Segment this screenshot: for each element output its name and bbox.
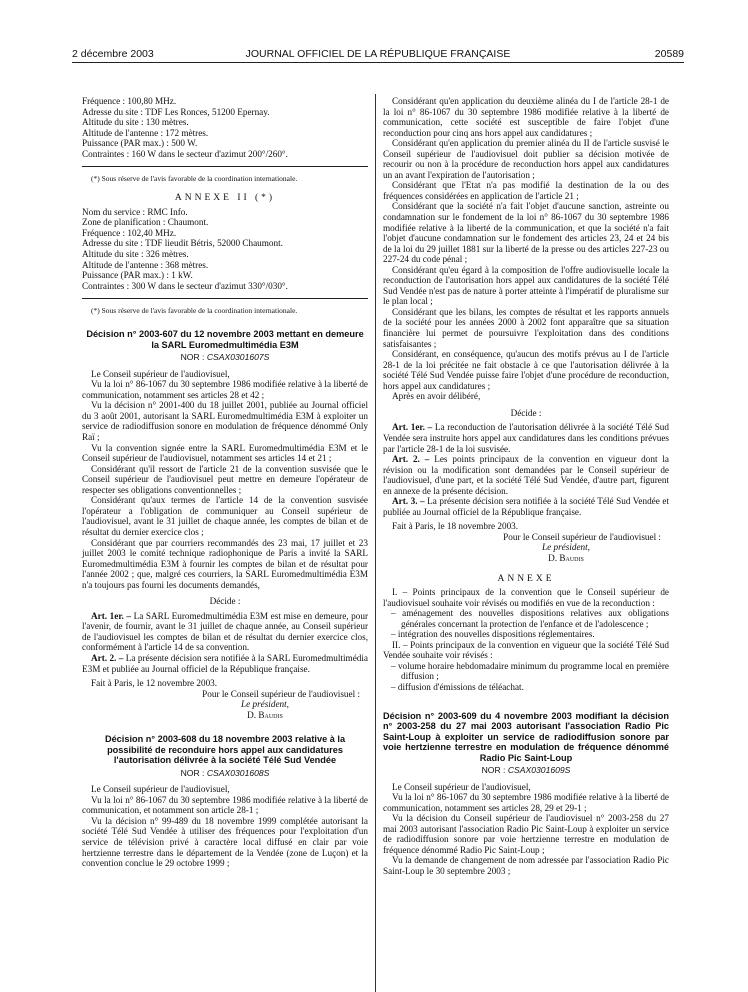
paragraph: Vu la loi n° 86-1067 du 30 septembre 1986 modifiée relative à la liberté de communication, notamment ses articles 28, 29 et 29-1 ; [383, 792, 669, 813]
tech-line: Altitude du site : 130 mètres. [82, 117, 189, 128]
footnote: (*) Sous réserve de l'avis favorable de la coordination internationale. [91, 174, 298, 184]
article-2: Art. 2. – Les points principaux de la convention en vigueur dont la révision ou la modification sont demandées par le Conseil supérieur de l'audiovisuel, d'une part, et la société Télé Sud Vendée, d'autre part, figurent en annexe de la présente décision. [383, 454, 670, 496]
paragraph: Vu la loi n° 86-1067 du 30 septembre 1986 modifiée relative à la liberté de communication, notamment ses articles 28 et 42 ; [82, 379, 368, 400]
signature-line: Pour le Conseil supérieur de l'audiovisuel : [503, 531, 661, 542]
separator [82, 298, 368, 299]
annex-point-i: I. – Points principaux de la convention que le Conseil supérieur de l'audiovisuel souhaite voir révisés ou modifiés en vue de la reconduction : [383, 587, 669, 608]
column-divider [375, 94, 376, 992]
paragraph: Le Conseil supérieur de l'audiovisuel, [91, 784, 230, 795]
nor-reference: NOR : CSAX0301609S [481, 765, 571, 776]
decide-label: Décide : [209, 596, 241, 607]
nor-reference: NOR : CSAX0301607S [180, 352, 270, 363]
footnote: (*) Sous réserve de l'avis favorable de la coordination internationale. [91, 306, 298, 316]
tech-line: Contraintes : 160 W dans le secteur d'azimut 200°/260°. [82, 148, 288, 159]
paragraph: Considérant que l'Etat n'a pas modifié la destination de la ou des fréquences considérées en application de l'article 21 ; [383, 180, 669, 201]
tech-line: Zone de planification : Chaumont. [82, 217, 209, 228]
annex-list-item: – volume horaire hebdomadaire minimum du programme local en première diffusion ; [391, 660, 669, 682]
header-date: 2 décembre 2003 [72, 48, 154, 60]
article-1: Art. 1er. – La SARL Euromedmultimédia E3M est mise en demeure, pour l'avenir, de fournir, avant le 31 juillet de chaque année, au Conseil supérieur de l'audiovisuel les comptes de bilan et de résultat du dernier exercice clos, conformément à l'article 14 de sa convention. [82, 610, 368, 653]
paragraph: Considérant que la société n'a fait l'objet d'aucune sanction, astreinte ou condamnation sur le fondement de la loi n° 86-1067 du 30 septembre 1986 modifiée relative à la liberté de la communication, et que la société n'a fait l'objet d'aucune condamnation sur le fondement des articles 23, 24 et 24 bis de la loi du 29 juillet 1881 sur la liberté de la presse ou des articles 227-23 ou 227-24 du code pénal ; [383, 201, 669, 265]
decision-609-title: Décision n° 2003-609 du 4 novembre 2003 modifiant la décision n° 2003-258 du 27 mai 2003 autorisant l'association Radio Pic Saint-Loup à exploiter un service de radiodiffusion sonore par voie hertzienne terrestre en modulation de fréquence dénommé Radio Pic Saint-Loup [383, 710, 669, 763]
paragraph: Après en avoir délibéré, [392, 391, 481, 402]
header-rule [72, 62, 684, 63]
decision-607-title: Décision n° 2003-607 du 12 novembre 2003 mettant en demeure la SARL Euromedmultimédia E3M [86, 329, 364, 350]
annex-i-tech-block [82, 96, 368, 159]
tech-line: Altitude du site : 326 mètres. [82, 249, 189, 260]
paragraph: Considérant qu'en application du premier alinéa du II de l'article susvisé le Conseil supérieur de l'audiovisuel doit publier sa décision motivée de recourir ou non à la procédure de reconduction hors appel aux candidatures un an avant l'expiration de l'autorisation ; [383, 138, 669, 180]
paragraph: Considérant, en conséquence, qu'aucun des motifs prévus au I de l'article 28-1 de la loi précitée ne fait obstacle à ce que l'autorisation délivrée à la société Télé Sud Vendée puisse faire l'objet d'une procédure de reconduction, hors appel aux candidatures ; [383, 349, 669, 391]
paragraph: Considérant qu'il ressort de l'article 21 de la convention susvisée que le Conseil supérieur de l'audiovisuel peut mettre en demeure l'opérateur de respecter ses obligations conventionnelles ; [82, 463, 368, 495]
annex-list-item: – intégration des nouvelles dispositions réglementaires. [391, 629, 595, 640]
signature-date: Fait à Paris, le 12 novembre 2003. [91, 678, 218, 689]
tech-line: Altitude de l'antenne : 368 mètres. [82, 259, 209, 270]
paragraph: Considérant que les bilans, les comptes de résultat et les rapports annuels de la société pour les années 2000 à 2002 font apparaître que sa situation financière lui permet de poursuivre l'exploitation dans des conditions satisfaisantes ; [383, 306, 669, 349]
page-number: 20589 [654, 48, 684, 60]
tech-line: Adresse du site : TDF lieudit Bétris, 52000 Chaumont. [82, 238, 283, 249]
signature-name: D. Baudis [548, 552, 584, 563]
journal-title: JOURNAL OFFICIEL DE LA RÉPUBLIQUE FRANÇAISE [245, 48, 511, 60]
left-column [82, 96, 368, 869]
paragraph: Considérant que par courriers recommandés des 23 mai, 17 juillet et 23 juillet 2003 le comité technique radiophonique de Paris a invité la SARL Euromedmultimédia E3M à fournir les comptes de bilan et de résultat pour l'année 2002 ; que, malgré ces courriers, la SARL Euromedmultimédia E3M n'a toujours pas fourni les documents demandés, [82, 537, 368, 590]
nor-reference: NOR : CSAX0301608S [180, 767, 270, 778]
signature-date: Fait à Paris, le 18 novembre 2003. [392, 521, 519, 532]
paragraph: Le Conseil supérieur de l'audiovisuel, [392, 781, 531, 792]
annex-point-ii: II. – Points principaux de la convention en vigueur que la société Télé Sud Vendée souhaite voir révisés : [383, 639, 669, 661]
paragraph: Considérant qu'eu égard à la composition de l'offre audiovisuelle locale la reconduction de l'autorisation hors appel aux candidatures de la société Télé Sud Vendée n'est pas de nature à porter atteinte à l'impératif de pluralisme sur le plan local ; [383, 264, 669, 307]
tech-line: Fréquence : 100,80 MHz. [82, 96, 177, 106]
article-2: Art. 2. – La présente décision sera notifiée à la SARL Euromedmultimédia E3M et publiée au Journal officiel de la République française. [82, 652, 368, 674]
article-3: Art. 3. – La présente décision sera notifiée à la société Télé Sud Vendée et publiée au Journal officiel de la République française. [383, 496, 669, 517]
paragraph: Vu la demande de changement de nom adressée par l'association Radio Pic Saint-Loup le 30 septembre 2003 ; [383, 855, 669, 876]
tech-line: Contraintes : 300 W dans le secteur d'azimut 330°/030°. [82, 280, 288, 291]
annex-heading: ANNEXE II (*) [174, 193, 276, 204]
paragraph: Vu la loi n° 86-1067 du 30 septembre 1986 modifiée relative à la liberté de communication, et notamment son article 28-1 ; [82, 794, 368, 816]
tech-line: Fréquence : 102,40 MHz. [82, 227, 177, 238]
annex-list-item: – diffusion d'émissions de téléachat. [391, 681, 524, 692]
tech-line: Nom du service : RMC Info. [82, 206, 188, 217]
annex-ii-tech-block [82, 207, 368, 291]
decision-608-title: Décision n° 2003-608 du 18 novembre 2003 relative à la possibilité de reconduire hors appel aux candidatures l'autorisation délivrée à la société Télé Sud Vendée [104, 734, 346, 766]
paragraph: Considérant qu'en application du deuxième alinéa du I de l'article 28-1 de la loi n° 86-1067 du 30 septembre 1986 modifiée relative à la liberté de communication, cette société est susceptible de faire l'objet d'une reconduction pour cinq ans hors appel aux candidatures ; [383, 96, 669, 138]
paragraph: Considérant qu'aux termes de l'article 14 de la convention susvisée l'opérateur a l'obligation de communiquer au Conseil supérieur de l'audiovisuel, avant le 31 juillet de chaque année, les comptes de bilan et de résultat du dernier exercice clos ; [82, 495, 368, 537]
annex-heading: ANNEXE [497, 573, 555, 584]
article-1: Art. 1er. – La reconduction de l'autorisation délivrée à la société Télé Sud Vendée sera instruite hors appel aux candidatures dans les conditions prévues par l'article 28-1 de la loi susvisée. [383, 422, 669, 454]
right-column [383, 96, 669, 877]
paragraph: Le Conseil supérieur de l'audiovisuel, [91, 368, 230, 379]
paragraph: Vu la décision n° 99-489 du 18 novembre 1999 complétée autorisant la société Télé Sud Vendée à utiliser des fréquences pour l'exploitation d'un service de télévision privé à caractère local diffusé en clair par voie hertzienne terrestre dans le département de la Vendée (zone de Luçon) et la convention conclue le 29 octobre 1999 ; [82, 815, 368, 869]
tech-line: Puissance (PAR max.) : 1 kW. [82, 270, 193, 281]
signature-name: D. Baudis [247, 709, 283, 720]
decide-label: Décide : [510, 407, 542, 418]
signature-line: Pour le Conseil supérieur de l'audiovisuel : [202, 688, 360, 699]
separator [82, 166, 368, 167]
signature-title: Le président, [542, 542, 590, 553]
tech-line: Adresse du site : TDF Les Ronces, 51200 Epernay. [82, 106, 270, 117]
signature-title: Le président, [241, 699, 289, 710]
paragraph: Vu la décision du Conseil supérieur de l'audiovisuel n° 2003-258 du 27 mai 2003 autorisant l'association Radio Pic Saint-Loup à exploiter un service de radiodiffusion sonore par voie hertzienne terrestre en modulation de fréquence dénommé Radio Pic Saint-Loup ; [383, 813, 669, 855]
paragraph: Vu la décision n° 2001-400 du 18 juillet 2001, publiée au Journal officiel du 3 août 2001, autorisant la SARL Euromedmultimédia E3M à exploiter un service de radiodiffusion sonore en modulation de fréquence dénommé Only Raï ; [82, 400, 368, 443]
annex-list-item: – aménagement des nouvelles dispositions relatives aux obligations générales concernant la protection de l'enfance et de l'adolescence ; [391, 608, 669, 629]
paragraph: Vu la convention signée entre la SARL Euromedmultimédia E3M et le Conseil supérieur de l'audiovisuel, notamment ses articles 14 et 21 ; [82, 442, 368, 464]
tech-line: Altitude de l'antenne : 172 mètres. [82, 127, 209, 138]
tech-line: Puissance (PAR max.) : 500 W. [82, 138, 198, 149]
